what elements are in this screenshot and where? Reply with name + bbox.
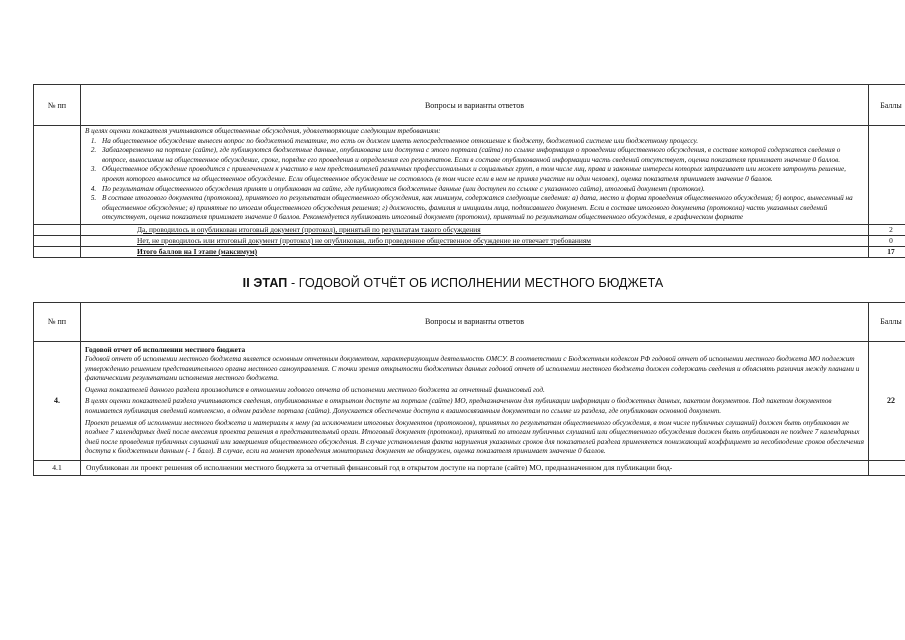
requirement-item: 1. На общественное обсуждение вынесен вопрос по бюджетной тематике, то есть он должен иметь непосредственное отношение к бюджету, бюджетной системе или бюджетному процессу. <box>98 137 864 147</box>
answer-option-text: Нет, не проводилось или итоговый документ (протокол) не опубликован, либо проведенное общественное обсуждение не отвечает требованиям <box>81 235 869 246</box>
requirements-row <box>34 126 905 225</box>
header-num: № пп <box>34 302 81 341</box>
answer-option-points: 2 <box>869 224 905 235</box>
total-row <box>34 246 905 257</box>
section-title: Годовой отчет об исполнении местного бюджета <box>85 344 246 354</box>
header-points: Баллы <box>869 85 905 126</box>
answer-option-points: 0 <box>869 235 905 246</box>
requirement-item: 3. Общественное обсуждение проводится с привлечением к участию в нем представителей различных профессиональных и социальных групп, в том числе лиц, права и законные интересы которых затрагивает или может затронуть решение, проект которого выносится на общественное обсуждение. Если общественное обсуждение не состоялось (в том числе если в нем не принял участие ни один человек), оценка показателя принимает значение 0 баллов. <box>98 165 864 184</box>
section-paragraph: В целях оценки показателей раздела учитываются сведения, опубликованные в открытом доступе на портале (сайте) МО, предназначенном для публикации информации о бюджетных данных, пакетом документов. Под пакетом документов понимается публикация сведений комплексно, в одном разделе портала (сайта). Допускается обеспечение доступа к взаимосвязанным документам по ссылке из раздела, где опубликован основной документ. <box>85 397 832 415</box>
section-row <box>34 341 905 460</box>
question-points <box>869 460 905 475</box>
table-header-row <box>34 302 905 341</box>
question-num: 4.1 <box>34 460 81 475</box>
requirement-item: 5. В составе итогового документа (протокола), принятого по результатам общественного обсуждения, как минимум, содержатся следующие сведения: а) дата, место и форма проведения общественного обсуждения; б) вопрос, вынесенный на общественное обсуждение; в) принятые по итогам общественного обсуждения решения; г) должность, фамилия и инициалы лица, подписавшего документ. Если в составе итогового документа (протокола) часть указанных сведений отсутствует, оценка показателя принимает значение 0 баллов. Рекомендуется публиковать итоговый документ (протокол), принятый по результатам общественного обсуждения, в графическом формате <box>98 194 864 223</box>
requirements-intro: В целях оценки показателя учитываются общественные обсуждения, удовлетворяющие следующим требованиям: <box>85 127 441 135</box>
requirement-item: 4. По результатам общественного обсуждения принят и опубликован на сайте, где публикуются бюджетные данные (или доступен по ссылке с указанного сайта), итоговый документ (протокол). <box>98 185 864 195</box>
total-points: 17 <box>869 246 905 257</box>
criteria-table-stage1 <box>33 84 905 258</box>
requirements-list <box>85 137 864 223</box>
section-body <box>81 354 868 460</box>
section-paragraph: Оценка показателей данного раздела производится в отношении годового отчета об исполнении местного бюджета за отчетный финансовый год. <box>85 385 545 394</box>
answer-option-row <box>34 224 905 235</box>
section-num: 4. <box>34 341 81 460</box>
requirement-item: 2. Заблаговременно на портале (сайте), где публикуются бюджетные данные, опубликована или доступна с этого портала (сайта) по ссылке информация о проведении общественного обсуждения, в составе которой содержатся сведения о вопросе, выносимом на общественное обсуждение, сроке, порядке его проведения и определения его результатов. Если в составе опубликованной информации часть сведений отсутствует, оценка показателя принимает значение 0 баллов. <box>98 146 864 165</box>
header-question: Вопросы и варианты ответов <box>81 302 869 341</box>
section-paragraph: Годовой отчет об исполнении местного бюджета является основным отчетным документом, характеризующим деятельность ОМСУ. В соответствии с Бюджетным кодексом РФ годовой отчет об исполнении местного бюджета МО подлежит утверждению решением представительного органа местного самоуправления. С точки зрения открытости бюджетных данных годовой отчет об исполнении местного бюджета должен содержать сведения и объяснять различия между планами и фактическими результатами исполнения местного бюджета. <box>85 354 860 383</box>
section-points: 22 <box>869 341 905 460</box>
requirements-cell <box>81 126 869 225</box>
header-num: № пп <box>34 85 81 126</box>
answer-option-row <box>34 235 905 246</box>
stage-name: - ГОДОВОЙ ОТЧЁТ ОБ ИСПОЛНЕНИИ МЕСТНОГО БЮДЖЕТА <box>287 275 664 290</box>
requirements-num-cell <box>34 126 81 225</box>
stage-title <box>33 276 873 290</box>
header-points: Баллы <box>869 302 905 341</box>
requirements-points-cell <box>869 126 905 225</box>
question-text: Опубликован ли проект решения об исполнении местного бюджета за отчетный финансовый год в открытом доступе на портале (сайте) МО, предназначенном для публикации бюд- <box>81 460 869 475</box>
question-row <box>34 460 905 475</box>
total-text: Итого баллов на I этапе (максимум) <box>81 246 869 257</box>
section-cell <box>81 341 869 460</box>
table-header-row <box>34 85 905 126</box>
answer-option-text: Да, проводилось и опубликован итоговый документ (протокол), принятый по результатам такого обсуждения <box>81 224 869 235</box>
section-paragraph: Проект решения об исполнении местного бюджета и материалы к нему (за исключением итоговых документов (протоколов), принятых по результатам общественного обсуждения, в том числе публичных слушаний) должен быть опубликован не позднее 7 календарных дней после внесения проекта решения в представительный орган. Итоговый документ (протокол), принятый по итогам публичных слушаний или общественного обсуждения должен быть опубликован не позднее 7 календарных дней после проведения публичных слушаний или завершения общественного обсуждения. В случае установления факта нарушения указанных сроков для показателей раздела применяется понижающий коэффициент за несоблюдение сроков обеспечения доступа к бюджетным данным (- 1 балл). В случае, если на момент проведения мониторинга документ не обнаружен, оценка показателя принимает значение 0 баллов. <box>85 418 864 456</box>
header-question: Вопросы и варианты ответов <box>81 85 869 126</box>
stage-prefix: II ЭТАП <box>242 275 288 290</box>
criteria-table-stage2 <box>33 302 905 476</box>
document-page <box>33 84 902 476</box>
